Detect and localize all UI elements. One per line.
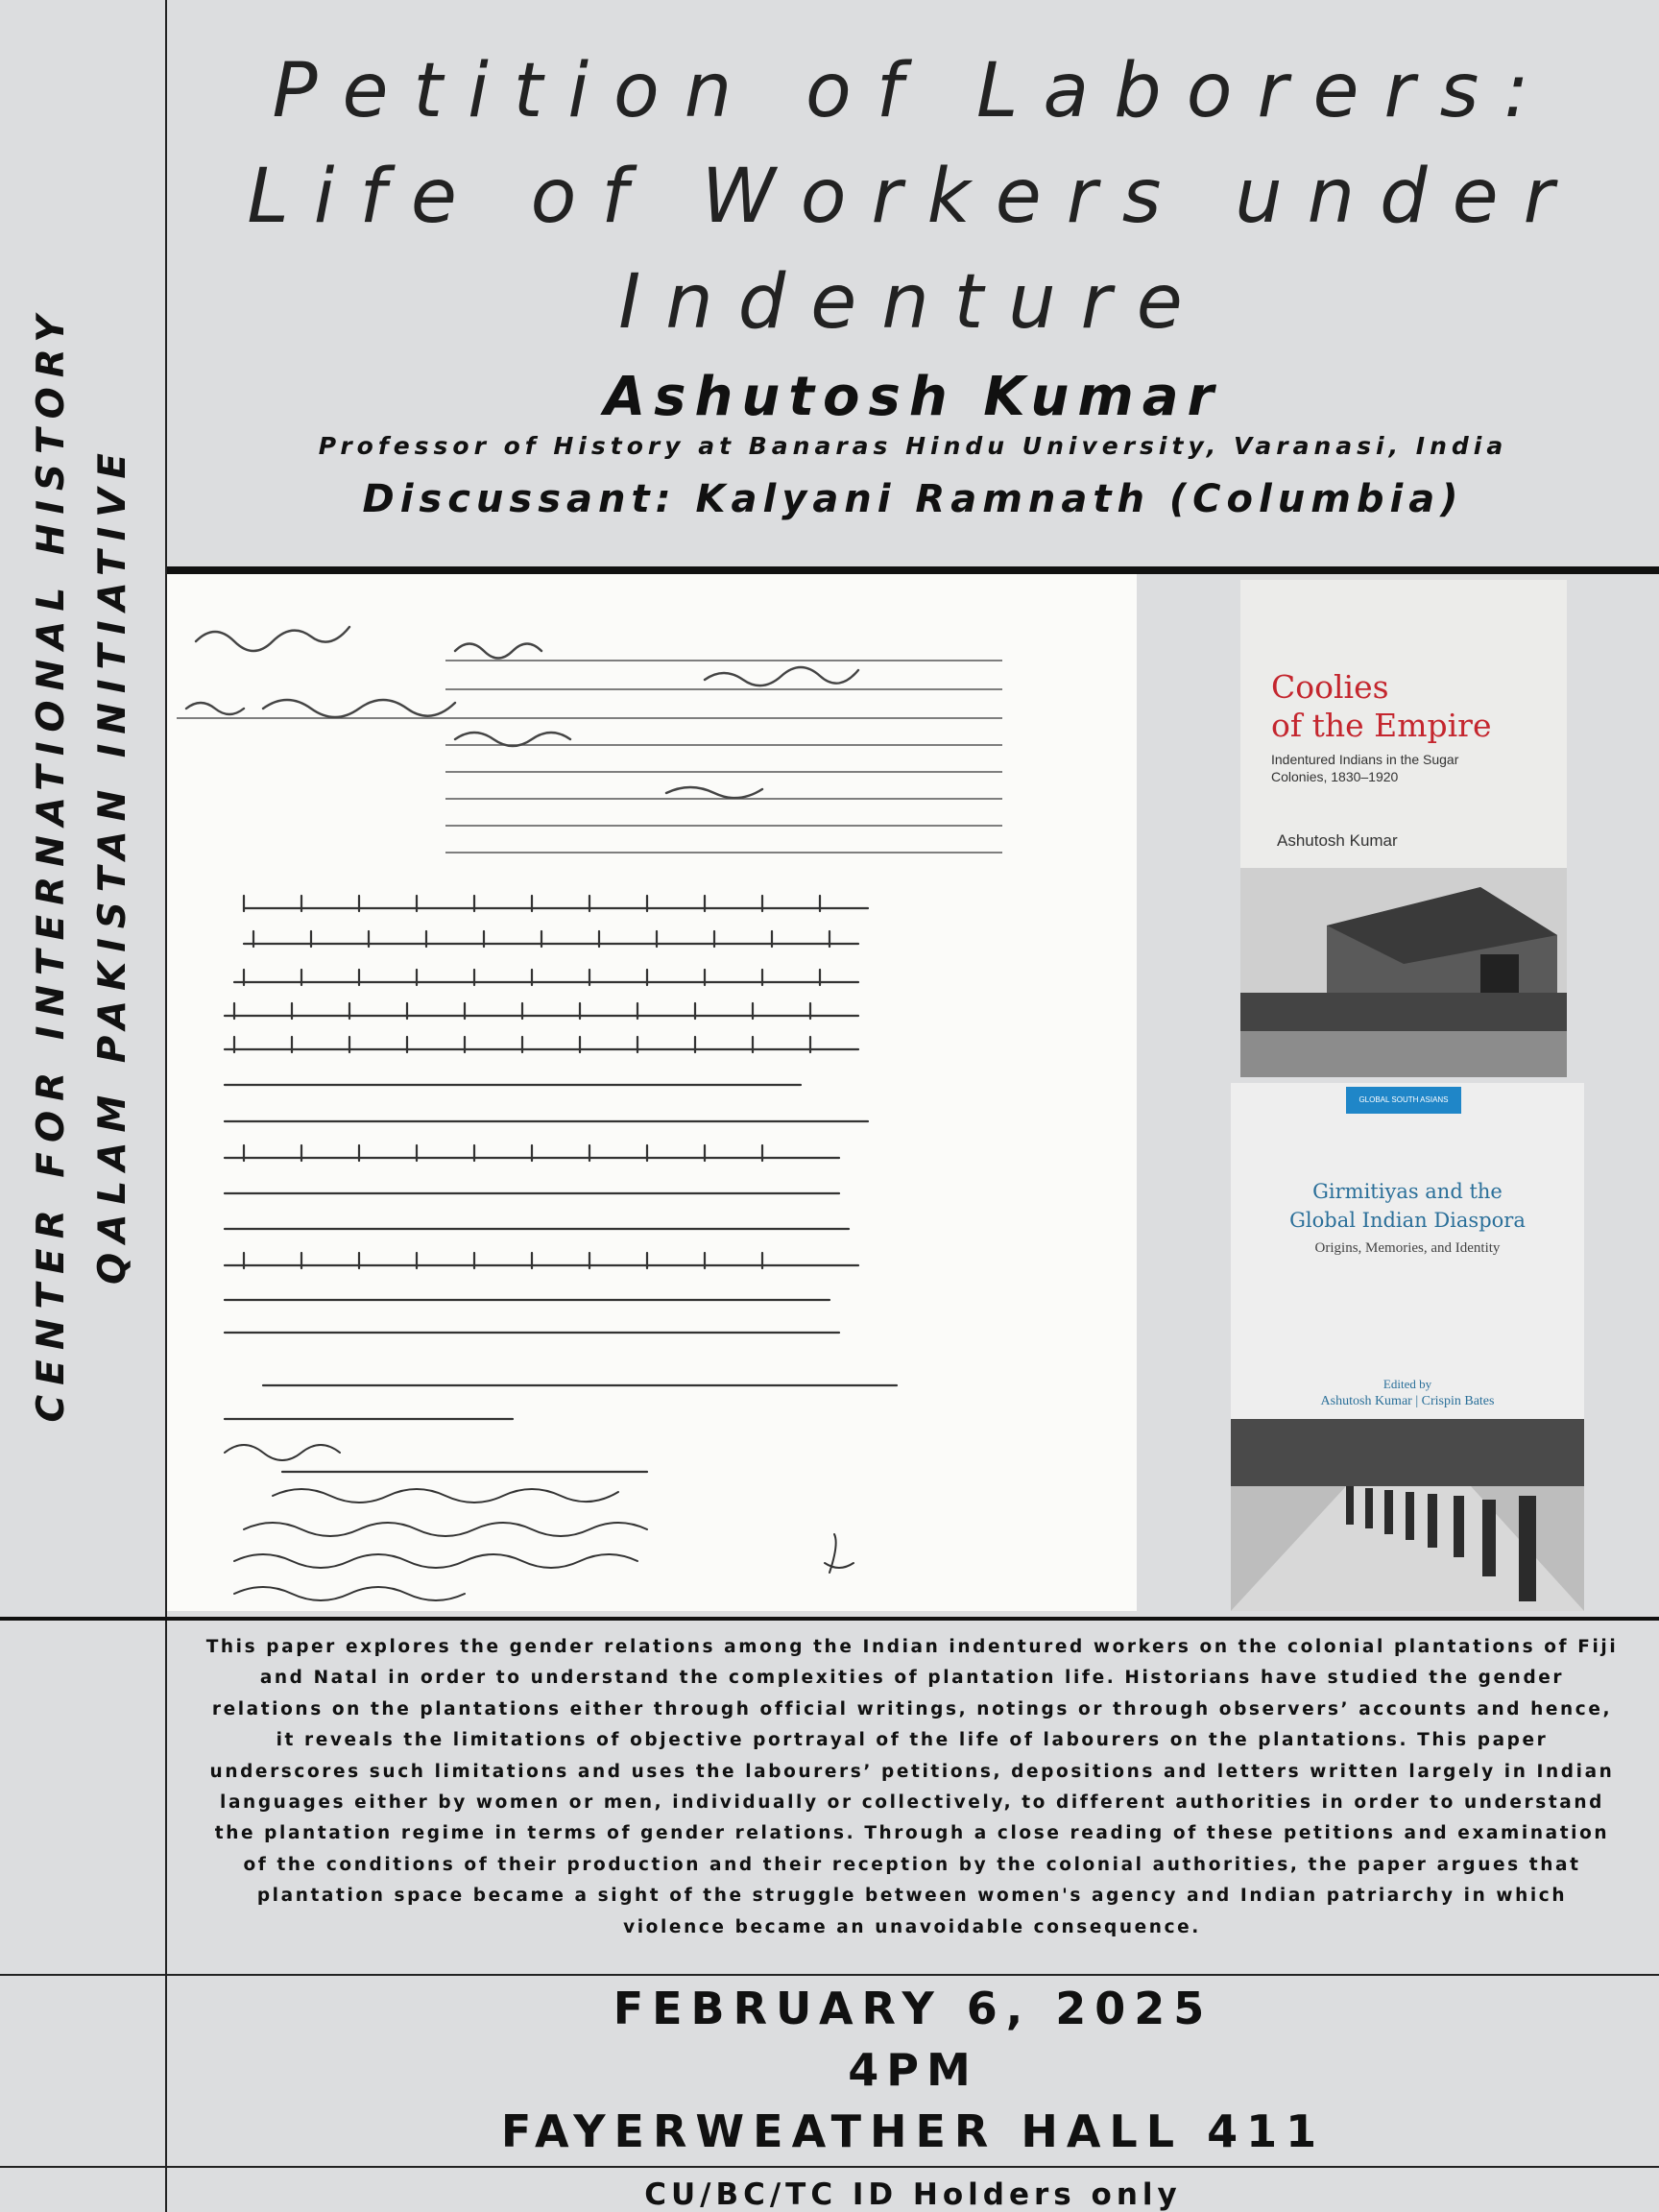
event-venue: FAYERWEATHER HALL 411 bbox=[500, 2105, 1326, 2157]
speaker-name: Ashutosh Kumar bbox=[603, 366, 1223, 428]
sidebar bbox=[0, 0, 165, 1617]
book2-series-badge: GLOBAL SOUTH ASIANS bbox=[1346, 1087, 1461, 1114]
image-strip bbox=[167, 574, 1659, 1611]
page-title bbox=[167, 38, 1659, 355]
title-line-1: Petition of Laborers: bbox=[272, 48, 1554, 134]
book-cover-girmitiyas bbox=[1231, 1083, 1584, 1611]
book2-edited-by: Edited by bbox=[1382, 1377, 1432, 1391]
book1-plantation-photo bbox=[1240, 868, 1567, 1077]
event-time: 4PM bbox=[848, 2044, 978, 2096]
abstract-text: This paper explores the gender relations among the Indian indentured workers on the colonial plantations of Fiji and Natal in order to understand the complexities of plantation life. Historians have studied the gender relations on the plantations either through official writings, notings or through observers’ accounts and hence, it reveals the limitations of objective portrayal of the life of labourers on the plantations. This paper underscores such limitations and uses the labourers’ petitions, depositions and letters written largely in Indian languages either by women or men, individually or collectively, to different authorities in order to understand the plantation regime in terms of gender relations. Through a close reading of these petitions and examination of the conditions of their production and their reception by the colonial authorities, the paper argues that plantation space became a sight of the struggle between women's agency and Indian patriarchy in which violence became an unavoidable consequence. bbox=[205, 1637, 1619, 1937]
access-top-rule bbox=[0, 2166, 1659, 2168]
book2-title bbox=[1231, 1177, 1584, 1235]
discussant: Discussant: Kalyani Ramnath (Columbia) bbox=[362, 477, 1464, 521]
event-details bbox=[167, 1978, 1659, 2162]
book-cover-coolies-of-the-empire bbox=[1240, 580, 1567, 1077]
book2-subtitle: Origins, Memories, and Identity bbox=[1314, 1240, 1501, 1256]
book2-title-line-2: Global Indian Diaspora bbox=[1289, 1209, 1526, 1232]
abstract-top-rule bbox=[0, 1617, 1659, 1621]
event-date: FEBRUARY 6, 2025 bbox=[613, 1983, 1214, 2034]
book2-title-line-1: Girmitiyas and the bbox=[1312, 1180, 1503, 1203]
book1-title-line-1: Coolies bbox=[1271, 668, 1389, 706]
header-bottom-rule bbox=[167, 566, 1659, 574]
sidebar-initiative-name: QALAM PAKISTAN INITIATIVE bbox=[91, 444, 134, 1285]
header bbox=[167, 0, 1659, 566]
sidebar-center-name: CENTER FOR INTERNATIONAL HISTORY bbox=[30, 305, 73, 1423]
speaker-affiliation: Professor of History at Banaras Hindu University, Varanasi, India bbox=[318, 432, 1508, 460]
access-note: CU/BC/TC ID Holders only bbox=[644, 2177, 1182, 2212]
book1-author: Ashutosh Kumar bbox=[1277, 831, 1398, 850]
book1-title-line-2: of the Empire bbox=[1271, 707, 1492, 744]
title-line-2: Life of Workers under bbox=[247, 154, 1579, 240]
title-line-3: Indenture bbox=[618, 259, 1208, 346]
book1-title bbox=[1271, 668, 1491, 745]
sidebar-text bbox=[21, 306, 144, 1423]
event-top-rule bbox=[0, 1974, 1659, 1976]
book1-subtitle: Indentured Indians in the Sugar Colonies, 1830–1920 bbox=[1271, 752, 1459, 784]
book2-editors: Ashutosh Kumar | Crispin Bates bbox=[1320, 1394, 1495, 1408]
petition-letter-image bbox=[167, 574, 1137, 1611]
book2-workers-photo bbox=[1231, 1419, 1584, 1611]
